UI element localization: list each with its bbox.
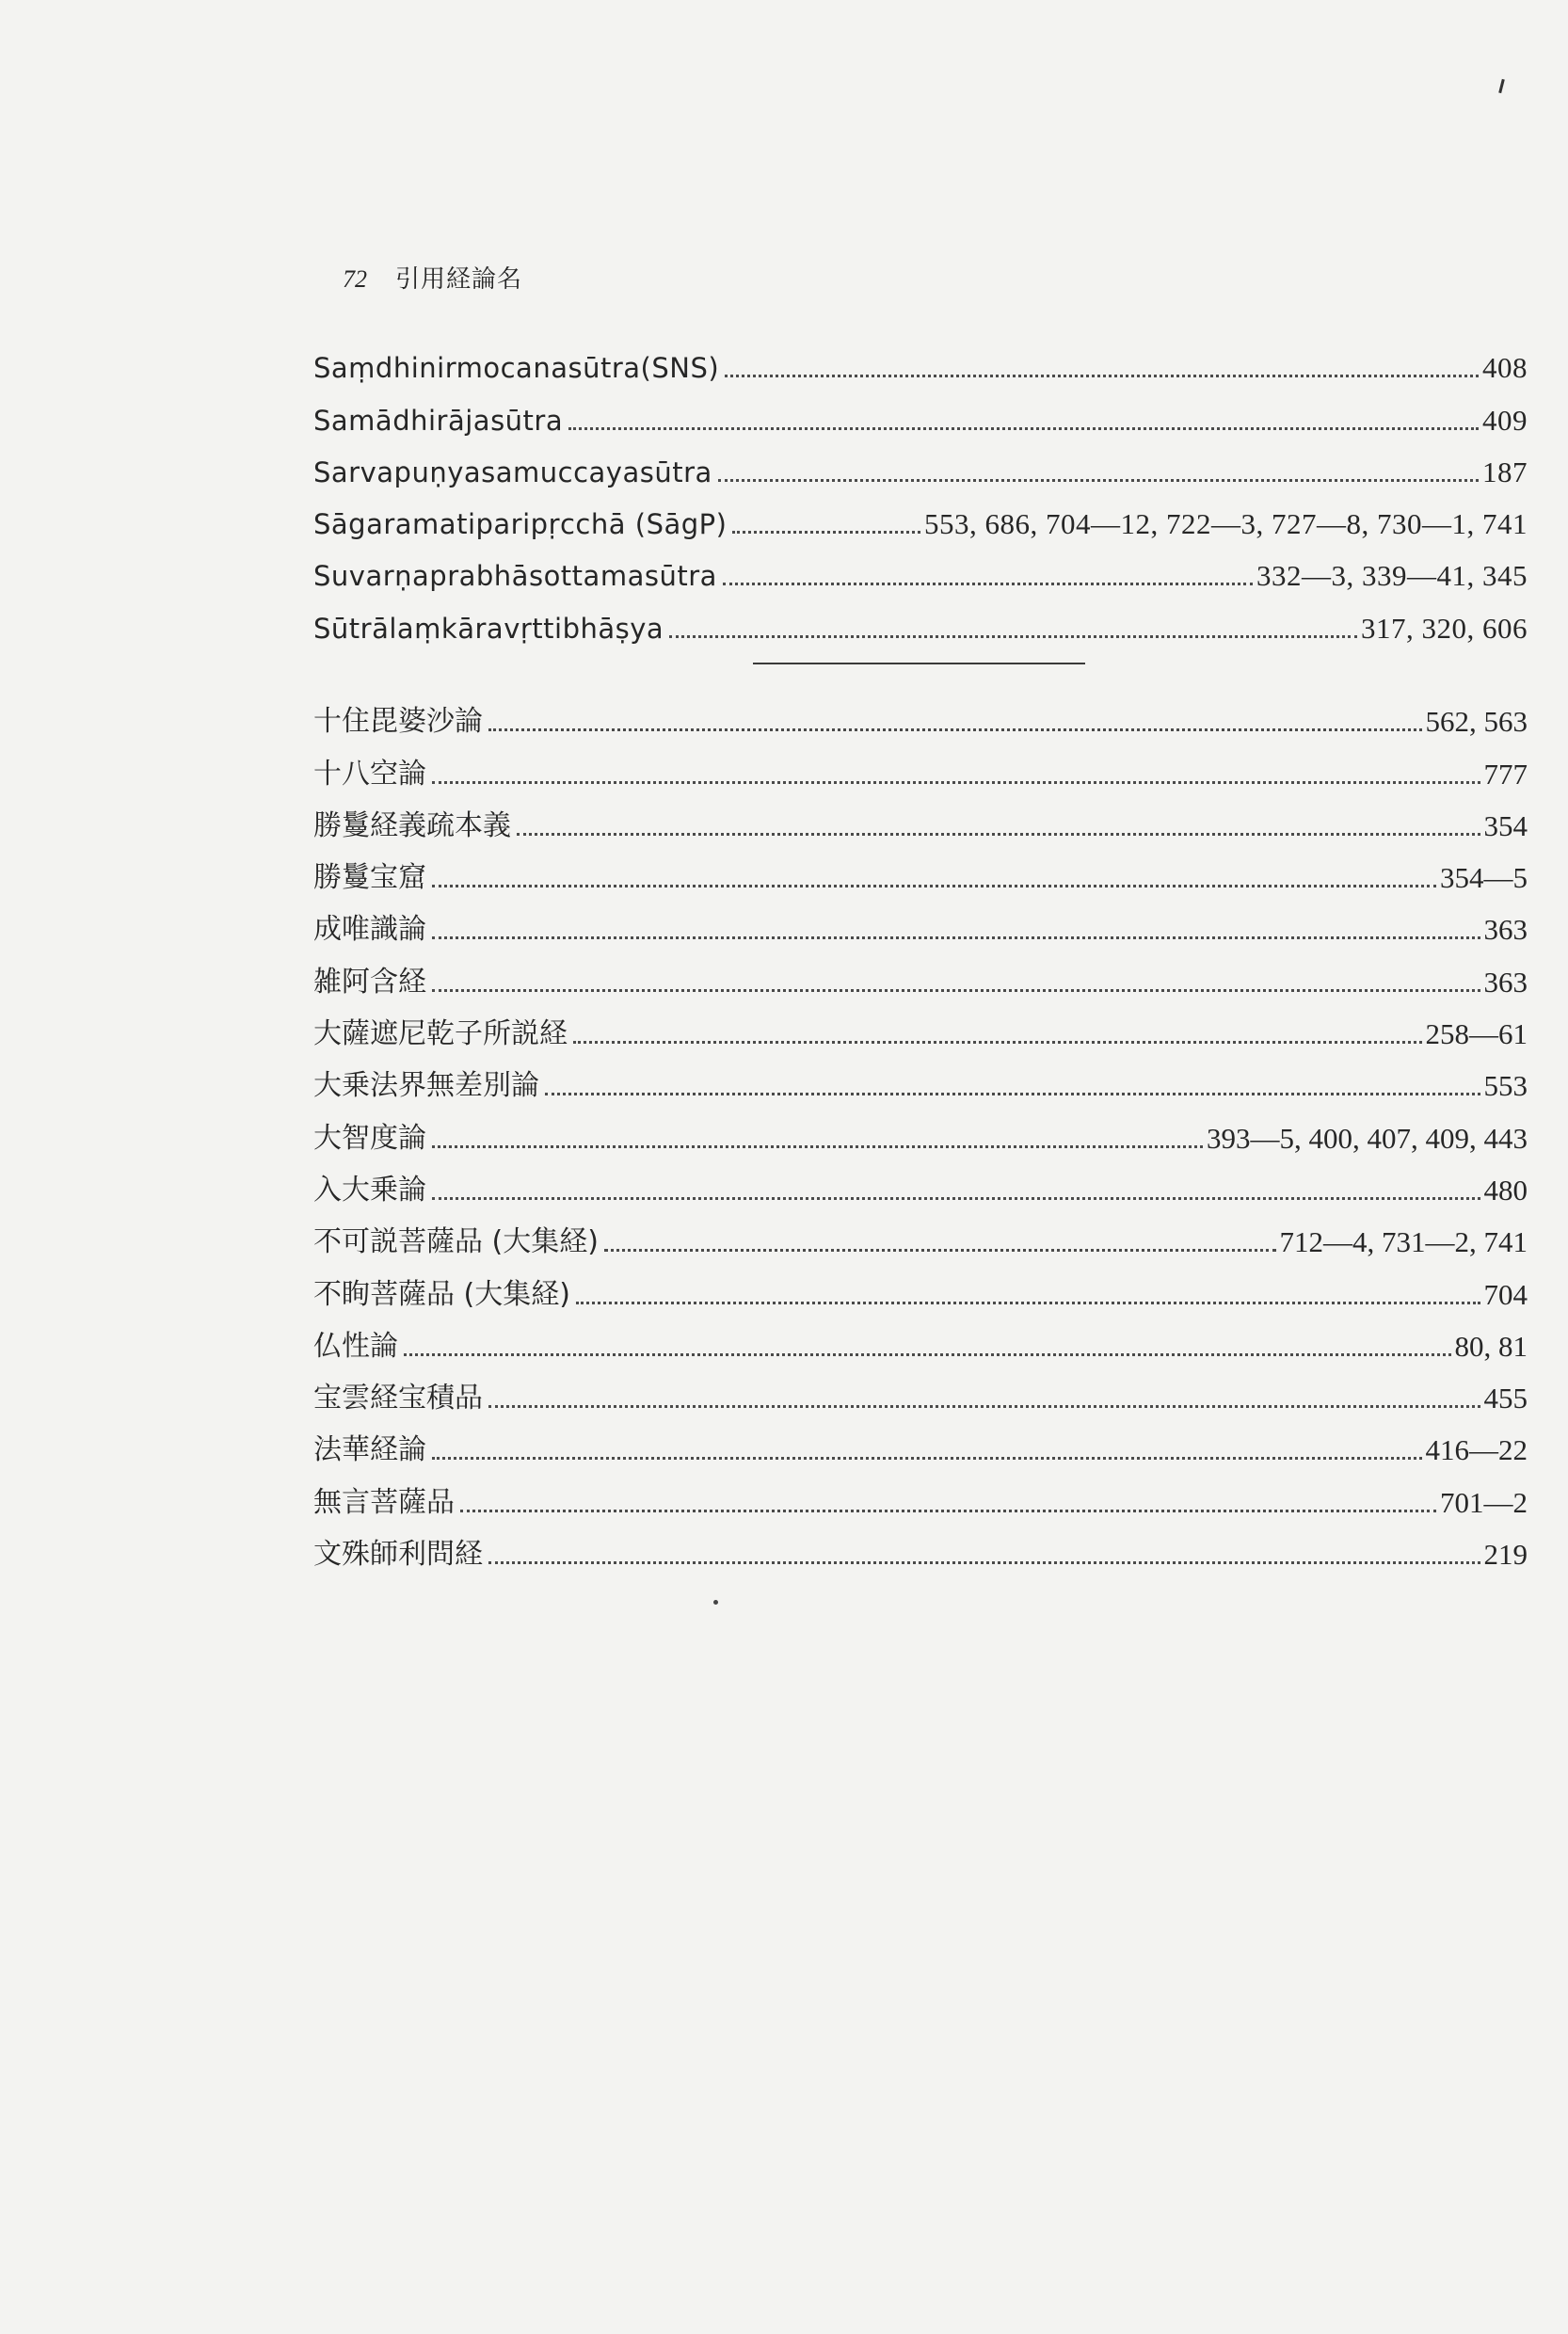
dot-leader [404, 1352, 1451, 1356]
entry-pages: 332—3, 339—41, 345 [1256, 559, 1528, 593]
entry-pages: 701—2 [1440, 1485, 1528, 1519]
index-entry [313, 897, 1528, 949]
dot-leader [460, 1509, 1436, 1512]
dot-leader [488, 1404, 1480, 1408]
index-entry [313, 1105, 1528, 1157]
entry-title: 雑阿含経 [313, 965, 426, 999]
entry-pages: 187 [1482, 455, 1528, 488]
entry-title: 十住毘婆沙論 [313, 705, 483, 739]
entry-title: Sāgaramatiparipṛcchā (SāgP) [313, 508, 728, 541]
entry-pages: 317, 320, 606 [1361, 611, 1528, 645]
entry-title: Suvarṇaprabhāsottamasūtra [313, 560, 717, 593]
index-entry [313, 1469, 1528, 1521]
scan-speck [713, 1600, 718, 1605]
kanji-index-list [313, 689, 1528, 1574]
entry-title: 宝雲経宝積品 [313, 1382, 483, 1415]
entry-title: 無言菩薩品 [313, 1485, 455, 1519]
dot-leader [432, 780, 1480, 784]
index-entry [313, 1417, 1528, 1469]
dot-leader [568, 426, 1479, 430]
index-entry [313, 949, 1528, 1000]
dot-leader [488, 727, 1422, 731]
dot-leader [718, 478, 1479, 482]
index-entry [313, 1053, 1528, 1105]
dot-leader [432, 988, 1480, 992]
dot-leader [488, 1560, 1480, 1564]
entry-title: 仏性論 [313, 1329, 398, 1363]
page-title: 引用経論名 [395, 265, 523, 294]
index-entry [313, 387, 1528, 439]
dot-leader [723, 582, 1253, 585]
entry-pages: 553, 686, 704—12, 722—3, 727—8, 730—1, 741 [924, 507, 1528, 541]
entry-title: 文殊師利問経 [313, 1538, 483, 1572]
index-entry [313, 491, 1528, 543]
index-entry [313, 543, 1528, 595]
index-entry [313, 1314, 1528, 1366]
entry-pages: 219 [1483, 1538, 1528, 1572]
dot-leader [545, 1092, 1480, 1095]
entry-pages: 80, 81 [1454, 1329, 1528, 1363]
entry-title: 大薩遮尼乾子所説経 [313, 1017, 568, 1051]
entry-pages: 712—4, 731—2, 741 [1279, 1225, 1528, 1259]
entry-title: Sūtrālaṃkāravṛttibhāṣya [313, 612, 664, 645]
page-corner-mark [1498, 79, 1505, 93]
dot-leader [732, 530, 920, 534]
entry-pages: 704 [1483, 1277, 1528, 1311]
index-entry [313, 440, 1528, 491]
entry-pages: 354—5 [1440, 861, 1528, 895]
dot-leader [669, 634, 1357, 638]
running-head [343, 260, 522, 295]
entry-title: 大乗法界無差別論 [313, 1069, 539, 1103]
entry-title: Sarvapuṇyasamuccayasūtra [313, 456, 712, 488]
entry-pages: 553 [1483, 1069, 1528, 1103]
entry-pages: 258—61 [1425, 1017, 1528, 1051]
entry-title: 成唯識論 [313, 913, 426, 947]
entry-pages: 409 [1482, 403, 1528, 437]
dot-leader [432, 1196, 1480, 1200]
entry-pages: 363 [1483, 913, 1528, 947]
entry-title: 不可説菩薩品 (大集経) [313, 1225, 599, 1259]
dot-leader [432, 1456, 1422, 1460]
dot-leader [604, 1248, 1276, 1252]
index-entry [313, 1366, 1528, 1417]
index-entry [313, 335, 1528, 387]
index-entry [313, 1209, 1528, 1261]
entry-title: Saṃdhinirmocanasūtra(SNS) [313, 352, 720, 385]
page-number: 72 [343, 265, 367, 293]
entry-title: 十八空論 [313, 757, 426, 791]
index-entry [313, 689, 1528, 741]
entry-pages: 416—22 [1425, 1433, 1528, 1467]
dot-leader [432, 884, 1436, 887]
latin-index-list [313, 335, 1528, 647]
index-entry [313, 845, 1528, 897]
entry-title: 大智度論 [313, 1121, 426, 1155]
section-divider [753, 663, 1085, 664]
dot-leader [517, 832, 1480, 836]
index-entry [313, 793, 1528, 845]
dot-leader [432, 1144, 1203, 1148]
entry-pages: 363 [1483, 965, 1528, 999]
index-entry [313, 1261, 1528, 1313]
entry-pages: 393—5, 400, 407, 409, 443 [1207, 1121, 1528, 1155]
entry-title: 勝鬘経義疏本義 [313, 808, 511, 842]
entry-pages: 408 [1482, 351, 1528, 385]
dot-leader [576, 1301, 1480, 1304]
dot-leader [725, 374, 1479, 377]
entry-pages: 562, 563 [1425, 705, 1528, 739]
dot-leader [573, 1040, 1422, 1044]
index-entry [313, 1522, 1528, 1574]
index-entry [313, 1158, 1528, 1209]
entry-title: Samādhirājasūtra [313, 404, 564, 437]
index-entry [313, 595, 1528, 647]
index-entry [313, 741, 1528, 792]
entry-pages: 480 [1483, 1173, 1528, 1207]
entry-pages: 455 [1483, 1382, 1528, 1415]
entry-title: 入大乗論 [313, 1173, 426, 1207]
entry-pages: 777 [1483, 757, 1528, 791]
entry-pages: 354 [1483, 808, 1528, 842]
entry-title: 不眴菩薩品 (大集経) [313, 1277, 570, 1311]
entry-title: 勝鬘宝窟 [313, 861, 426, 895]
index-entry [313, 1001, 1528, 1053]
dot-leader [432, 935, 1480, 939]
entry-title: 法華経論 [313, 1433, 426, 1467]
